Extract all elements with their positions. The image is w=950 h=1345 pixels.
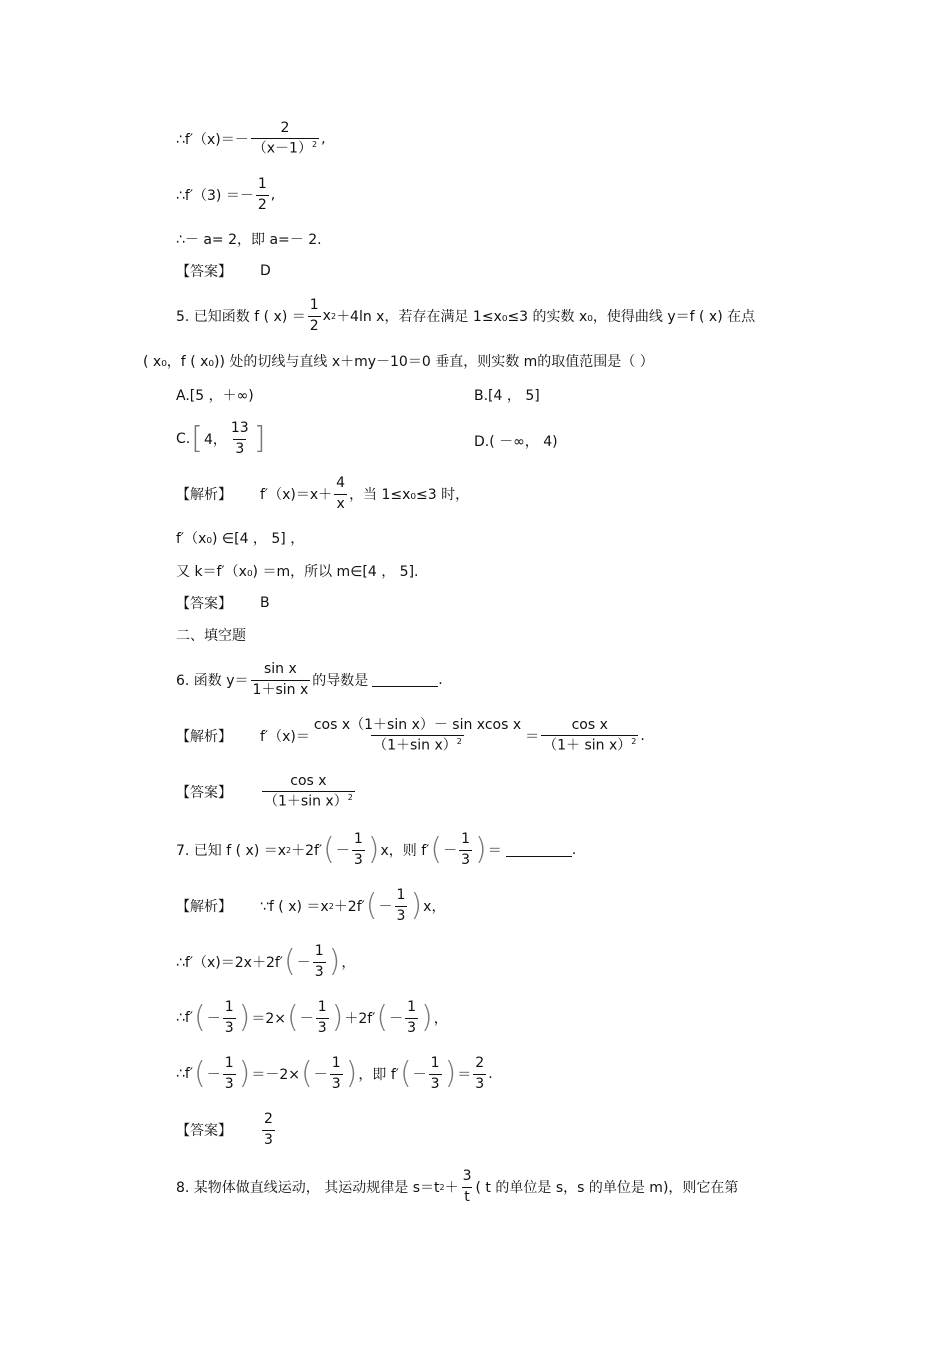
denominator-text: （1＋sin x）	[264, 793, 348, 810]
question-7-answer	[176, 1110, 277, 1150]
fraction	[313, 944, 326, 980]
denominator	[371, 735, 464, 754]
numerator: 1	[353, 831, 363, 848]
text: －	[389, 1011, 404, 1027]
text: －	[313, 1067, 328, 1083]
denominator: 3	[461, 851, 470, 868]
question-6-answer	[176, 772, 357, 812]
right-paren: )	[421, 1000, 433, 1035]
text: ＋2f′	[291, 843, 323, 859]
left-paren: (	[376, 1000, 389, 1035]
question-6	[176, 660, 443, 700]
denominator	[262, 791, 355, 810]
numerator: 1	[331, 1055, 341, 1072]
fraction	[223, 1000, 236, 1036]
denominator: 2	[257, 196, 267, 213]
fraction	[251, 662, 311, 698]
text: 的导数是	[312, 673, 369, 689]
text: ∴f′（x)＝2x＋2f′	[176, 955, 283, 971]
text: .	[571, 842, 577, 858]
left-paren: (	[365, 888, 378, 923]
question-5-line-2	[143, 341, 654, 381]
left-paren: (	[194, 1056, 206, 1091]
text: f′（x)＝	[260, 729, 310, 745]
text: ∴f′	[176, 1010, 194, 1026]
question-7-solution-2	[176, 942, 355, 982]
text: f′（x₀) ∈[4 ， 5] ，	[176, 531, 305, 547]
fraction	[262, 1112, 275, 1148]
fraction	[395, 888, 408, 924]
text: －	[335, 843, 350, 859]
fraction	[352, 832, 365, 868]
numerator: 1	[257, 176, 267, 193]
right-paren: )	[238, 1056, 251, 1091]
answer-blank	[372, 674, 438, 687]
exponent: 2	[439, 1182, 445, 1192]
section-heading	[176, 615, 246, 655]
text: ＝	[457, 1067, 472, 1083]
question-7-solution-1	[176, 886, 445, 926]
exponent: 2	[631, 737, 637, 747]
fraction	[461, 1169, 474, 1205]
left-paren: (	[287, 1000, 299, 1035]
answer-label: 【答案】	[176, 785, 232, 801]
text: 7. 已知 f ( x) ＝x	[176, 843, 287, 859]
fraction	[251, 121, 319, 157]
fraction	[308, 298, 321, 334]
text: ∴－ a= 2，即 a=－ 2.	[176, 232, 322, 248]
numerator: 1	[461, 831, 470, 848]
text: 8. 某物体做直线运动， 其运动规律是 s＝t	[176, 1180, 440, 1196]
fraction	[312, 718, 523, 754]
numerator: 1	[224, 1055, 234, 1072]
option-b: B.[4 ， 5]	[474, 388, 540, 404]
right-paren: )	[410, 888, 423, 923]
denominator: 2	[309, 317, 319, 334]
numerator: sin x	[264, 661, 297, 678]
fraction	[429, 1056, 442, 1092]
numerator: cos x（1＋sin x）－ sin xcos x	[313, 716, 522, 733]
solution-line-1	[176, 119, 326, 159]
denominator: 3	[331, 1075, 341, 1092]
left-paren: (	[399, 1056, 412, 1091]
text: ＋4ln x，若存在满足 1≤x₀≤3 的实数 x₀，使得曲线 y＝f ( x) 在点	[336, 309, 756, 325]
answer-label: 【答案】	[176, 596, 232, 612]
text: ,	[321, 131, 326, 147]
text: .	[640, 728, 645, 744]
text: ＝2×	[251, 1011, 287, 1027]
text: .	[438, 672, 443, 688]
numerator: 2	[475, 1055, 485, 1072]
right-bracket: ]	[253, 421, 266, 456]
solution-label: 【解析】	[176, 729, 232, 745]
text: f′（x)＝x＋	[260, 487, 333, 503]
right-paren: )	[367, 832, 380, 867]
denominator: 3	[475, 1075, 485, 1092]
denominator: 3	[224, 1075, 234, 1092]
fraction	[473, 1056, 486, 1092]
left-paren: (	[301, 1056, 313, 1091]
answer-value: B	[260, 595, 270, 611]
numerator: 1	[396, 887, 406, 904]
answer-label: 【答案】	[176, 1123, 232, 1139]
text: －	[378, 899, 393, 915]
text: ∵f ( x) ＝x	[260, 899, 329, 915]
left-paren: (	[194, 1000, 206, 1035]
right-paren: )	[238, 1000, 251, 1035]
left-paren: (	[323, 832, 335, 867]
answer-label: 【答案】	[176, 264, 232, 280]
question-5	[176, 296, 755, 336]
denominator: t	[464, 1188, 470, 1205]
solution-label: 【解析】	[176, 487, 232, 503]
answer-value: D	[260, 263, 271, 279]
answer-line-4	[176, 251, 271, 291]
text: －	[299, 1011, 314, 1027]
question-7	[176, 830, 576, 870]
option-c	[176, 419, 266, 459]
denominator: 3	[430, 1075, 440, 1092]
denominator: 1＋sin x	[252, 681, 309, 698]
denominator: 3	[317, 1019, 327, 1036]
text: ，	[341, 955, 356, 971]
left-paren: (	[430, 832, 443, 867]
numerator: 1	[317, 999, 327, 1016]
fraction	[459, 832, 472, 868]
text: x，则 f′	[380, 843, 430, 859]
numerator: 2	[264, 1111, 273, 1128]
fraction	[316, 1000, 329, 1036]
denominator: 3	[314, 963, 324, 980]
text: ＋	[444, 1180, 459, 1196]
numerator: cos x	[571, 716, 608, 733]
left-paren: (	[283, 944, 296, 979]
numerator: 13	[230, 420, 249, 437]
fraction	[330, 1056, 343, 1092]
right-paren: )	[474, 832, 487, 867]
numerator: 1	[430, 1055, 440, 1072]
option-a: A.[5 ，＋∞)	[176, 388, 254, 404]
denominator: 3	[396, 907, 406, 924]
text: ,	[270, 187, 276, 203]
solution-line-2	[176, 175, 275, 215]
denominator-text: （x－1）	[252, 140, 312, 157]
denominator: 3	[224, 1019, 234, 1036]
text: 又 k＝f′（x₀) ＝m，所以 m∈[4 ， 5].	[176, 564, 419, 580]
left-bracket: [	[191, 421, 203, 456]
fraction	[223, 1056, 236, 1092]
denominator: 3	[235, 440, 245, 457]
text: 4，	[203, 432, 227, 448]
question-5-solution	[176, 474, 469, 514]
exponent: 2	[286, 845, 292, 855]
numerator: 1	[224, 999, 234, 1016]
question-7-solution-3	[176, 998, 448, 1038]
text: －	[296, 955, 311, 971]
text: －	[412, 1067, 427, 1083]
text: x	[322, 308, 331, 324]
fraction	[262, 774, 355, 810]
text: ＋2f′	[344, 1011, 376, 1027]
text: ∴f′（3) ＝－	[176, 188, 254, 204]
exponent: 2	[330, 311, 337, 321]
numerator: 3	[462, 1168, 472, 1185]
text: －	[443, 843, 458, 859]
exponent: 2	[328, 901, 334, 911]
text: ＝	[487, 843, 502, 859]
numerator: 1	[407, 999, 417, 1016]
text: ＝	[525, 729, 540, 745]
question-6-solution	[176, 716, 645, 756]
option-label: C.	[176, 431, 191, 447]
text: ( x₀，f ( x₀)) 处的切线与直线 x＋my－10＝0 垂直，则实数 m的取值范围是（ ）	[143, 354, 654, 370]
exponent: 2	[456, 737, 462, 747]
section-title: 二、填空题	[176, 628, 246, 644]
text: 5. 已知函数 f ( x) ＝	[176, 309, 306, 325]
right-paren: )	[444, 1056, 457, 1091]
denominator: 3	[353, 851, 363, 868]
right-paren: )	[328, 944, 341, 979]
text: ∴f′（x)＝－	[176, 132, 249, 148]
exponent: 2	[311, 140, 318, 150]
text: .	[488, 1066, 493, 1082]
denominator	[251, 138, 319, 157]
text: ＝－2×	[251, 1067, 301, 1083]
numerator: 1	[314, 943, 324, 960]
text: ，即 f′	[358, 1067, 399, 1083]
numerator: 1	[309, 297, 319, 314]
text: ，	[433, 1011, 448, 1027]
answer-blank	[506, 844, 572, 857]
fraction	[334, 476, 347, 512]
denominator: 3	[407, 1019, 417, 1036]
text: x，	[423, 899, 446, 915]
text: －	[206, 1011, 221, 1027]
numerator: 2	[280, 119, 290, 136]
question-7-solution-4	[176, 1054, 493, 1094]
fraction	[256, 177, 269, 213]
right-paren: )	[345, 1056, 358, 1091]
right-paren: )	[331, 1000, 344, 1035]
text: ∴f′	[176, 1066, 194, 1082]
solution-label: 【解析】	[176, 899, 232, 915]
text: 6. 函数 y＝	[176, 673, 249, 689]
numerator: 4	[336, 475, 346, 492]
denominator-text: （1＋sin x）	[373, 737, 457, 754]
numerator: cos x	[290, 772, 327, 789]
exponent: 2	[347, 793, 353, 803]
text: ，当 1≤x₀≤3 时，	[349, 487, 470, 503]
fraction	[405, 1000, 418, 1036]
denominator	[541, 735, 638, 754]
denominator: 3	[264, 1131, 273, 1148]
fraction	[229, 421, 251, 457]
fraction	[541, 718, 638, 754]
denominator-text: （1＋ sin x）	[543, 737, 632, 754]
text: ( t 的单位是 s，s 的单位是 m)，则它在第	[475, 1180, 739, 1196]
text: ＋2f′	[333, 899, 365, 915]
question-8	[176, 1167, 738, 1207]
denominator: x	[336, 495, 345, 512]
option-d: D.( －∞， 4)	[474, 434, 558, 450]
text: －	[206, 1067, 221, 1083]
